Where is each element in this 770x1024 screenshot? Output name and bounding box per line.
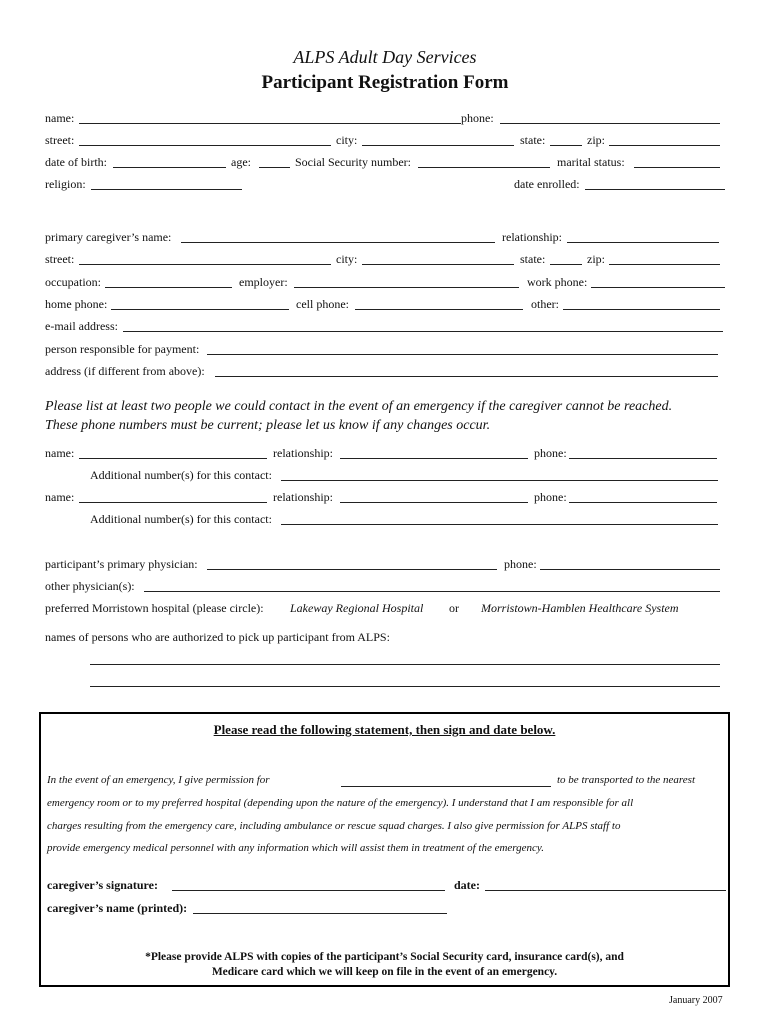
cell-phone-label: cell phone: <box>296 297 349 311</box>
employer-label: employer: <box>239 275 288 289</box>
physician-row <box>45 557 725 573</box>
participant-row-4 <box>45 177 725 193</box>
other-physicians-label: other physician(s): <box>45 579 135 593</box>
signature-label: caregiver’s signature: <box>47 878 158 892</box>
relationship-label: relationship: <box>502 230 562 244</box>
revision-date: January 2007 <box>669 995 723 1006</box>
contact-2-name-field[interactable] <box>79 502 267 503</box>
work-phone-field[interactable] <box>591 287 725 288</box>
email-label: e-mail address: <box>45 319 118 333</box>
participant-row-1 <box>45 111 725 127</box>
statement-line-1-start: In the event of an emergency, I give permission for <box>47 774 270 786</box>
other-phone-label: other: <box>531 297 559 311</box>
hospital-label: preferred Morristown hospital (please circle): <box>45 601 264 615</box>
zip-label: zip: <box>587 133 605 147</box>
contact-1-additional-field[interactable] <box>281 480 718 481</box>
other-phone-field[interactable] <box>563 309 720 310</box>
caregiver-city-label: city: <box>336 252 358 266</box>
printed-name-field[interactable] <box>193 913 447 914</box>
city-field[interactable] <box>362 145 514 146</box>
marital-field[interactable] <box>634 167 720 168</box>
statement-box <box>39 712 730 987</box>
home-phone-field[interactable] <box>111 309 289 310</box>
statement-line-3: charges resulting from the emergency care, including ambulance or rescue squad charges. I also give permission for ALPS staff to <box>47 820 621 832</box>
state-field[interactable] <box>550 145 582 146</box>
date-field[interactable] <box>485 890 726 891</box>
emergency-contact-2-additional <box>90 512 720 528</box>
phone-field[interactable] <box>500 123 720 124</box>
authorized-field-1[interactable] <box>90 664 720 665</box>
hospital-option-lakeway[interactable]: Lakeway Regional Hospital <box>290 601 424 615</box>
additional-number-label: Additional number(s) for this contact: <box>90 468 272 482</box>
relationship-field[interactable] <box>567 242 719 243</box>
contact-1-phone-field[interactable] <box>569 458 717 459</box>
contact-relationship-label: relationship: <box>273 446 333 460</box>
date-label: date: <box>454 878 480 892</box>
zip-field[interactable] <box>609 145 720 146</box>
caregiver-row-3 <box>45 275 725 291</box>
contact-name-label: name: <box>45 446 75 460</box>
other-physicians-field[interactable] <box>144 591 720 592</box>
age-field[interactable] <box>259 167 290 168</box>
statement-heading: Please read the following statement, then sign and date below. <box>213 722 556 737</box>
emergency-contact-1 <box>45 446 725 462</box>
physician-field[interactable] <box>207 569 497 570</box>
religion-field[interactable] <box>91 189 242 190</box>
payment-address-field[interactable] <box>215 376 718 377</box>
participant-row-3 <box>45 155 725 171</box>
name-field[interactable] <box>79 123 461 124</box>
marital-label: marital status: <box>557 155 625 169</box>
date-enrolled-field[interactable] <box>585 189 725 190</box>
additional-number-label: Additional number(s) for this contact: <box>90 512 272 526</box>
dob-label: date of birth: <box>45 155 107 169</box>
emergency-note-line-1: Please list at least two people we could contact in the event of an emergency if the caregiver cannot be reached. <box>45 399 673 414</box>
city-label: city: <box>336 133 358 147</box>
authorized-label: names of persons who are authorized to pick up participant from ALPS: <box>45 630 390 644</box>
state-label: state: <box>520 133 546 147</box>
name-label: name: <box>45 111 75 125</box>
caregiver-name-field[interactable] <box>181 242 495 243</box>
payment-label: person responsible for payment: <box>45 342 200 356</box>
contact-1-relationship-field[interactable] <box>340 458 528 459</box>
age-label: age: <box>231 155 251 169</box>
caregiver-city-field[interactable] <box>362 264 514 265</box>
physician-phone-field[interactable] <box>540 569 720 570</box>
contact-phone-label: phone: <box>534 490 567 504</box>
statement-line-2: emergency room or to my preferred hospital (depending upon the nature of the emergency). I understand that I am responsible for all <box>47 797 634 809</box>
documents-note-line-1: *Please provide ALPS with copies of the participant’s Social Security card, insurance card(s), and <box>145 951 624 963</box>
caregiver-street-label: street: <box>45 252 75 266</box>
occupation-field[interactable] <box>105 287 232 288</box>
contact-2-relationship-field[interactable] <box>340 502 528 503</box>
home-phone-label: home phone: <box>45 297 108 311</box>
contact-2-phone-field[interactable] <box>569 502 717 503</box>
payment-field[interactable] <box>207 354 718 355</box>
other-physicians-row <box>45 579 725 595</box>
caregiver-name-label: primary caregiver’s name: <box>45 230 172 244</box>
work-phone-label: work phone: <box>527 275 588 289</box>
hospital-option-morristown-hamblen[interactable]: Morristown-Hamblen Healthcare System <box>481 601 679 615</box>
participant-permission-field[interactable] <box>341 786 551 787</box>
email-field[interactable] <box>123 331 723 332</box>
statement-line-1 <box>47 774 727 790</box>
employer-field[interactable] <box>294 287 519 288</box>
organization-name: ALPS Adult Day Services <box>293 47 477 67</box>
caregiver-row-5 <box>45 319 725 335</box>
date-enrolled-label: date enrolled: <box>514 177 580 191</box>
caregiver-row-7 <box>45 364 725 380</box>
page-title: Participant Registration Form <box>261 72 509 93</box>
physician-label: participant’s primary physician: <box>45 557 198 571</box>
hospital-row <box>45 601 725 617</box>
contact-phone-label: phone: <box>534 446 567 460</box>
caregiver-zip-label: zip: <box>587 252 605 266</box>
street-field[interactable] <box>79 145 331 146</box>
dob-field[interactable] <box>113 167 226 168</box>
caregiver-street-field[interactable] <box>79 264 331 265</box>
caregiver-row-4 <box>45 297 725 313</box>
religion-label: religion: <box>45 177 86 191</box>
caregiver-row-1 <box>45 230 725 246</box>
caregiver-state-label: state: <box>520 252 546 266</box>
caregiver-zip-field[interactable] <box>609 264 720 265</box>
signature-field[interactable] <box>172 890 445 891</box>
statement-line-1-end: to be transported to the nearest <box>557 774 695 786</box>
emergency-note-line-2: These phone numbers must be current; please let us know if any changes occur. <box>45 418 491 433</box>
contact-1-name-field[interactable] <box>79 458 267 459</box>
payment-address-label: address (if different from above): <box>45 364 205 378</box>
authorized-field-2[interactable] <box>90 686 720 687</box>
printed-name-label: caregiver’s name (printed): <box>47 901 188 915</box>
ssn-label: Social Security number: <box>295 155 411 169</box>
occupation-label: occupation: <box>45 275 101 289</box>
ssn-field[interactable] <box>418 167 550 168</box>
statement-line-4: provide emergency medical personnel with any information which will assist them in treatment of the emergency. <box>47 842 544 854</box>
caregiver-row-6 <box>45 342 725 358</box>
contact-name-label: name: <box>45 490 75 504</box>
contact-relationship-label: relationship: <box>273 490 333 504</box>
street-label: street: <box>45 133 75 147</box>
cell-phone-field[interactable] <box>355 309 523 310</box>
phone-label: phone: <box>461 111 494 125</box>
authorized-row <box>45 630 725 646</box>
emergency-contact-2 <box>45 490 725 506</box>
contact-2-additional-field[interactable] <box>281 524 718 525</box>
hospital-or: or <box>449 601 459 615</box>
emergency-contact-1-additional <box>90 468 720 484</box>
participant-row-2 <box>45 133 725 149</box>
caregiver-row-2 <box>45 252 725 268</box>
physician-phone-label: phone: <box>504 557 537 571</box>
caregiver-state-field[interactable] <box>550 264 582 265</box>
documents-note-line-2: Medicare card which we will keep on file in the event of an emergency. <box>211 966 558 978</box>
